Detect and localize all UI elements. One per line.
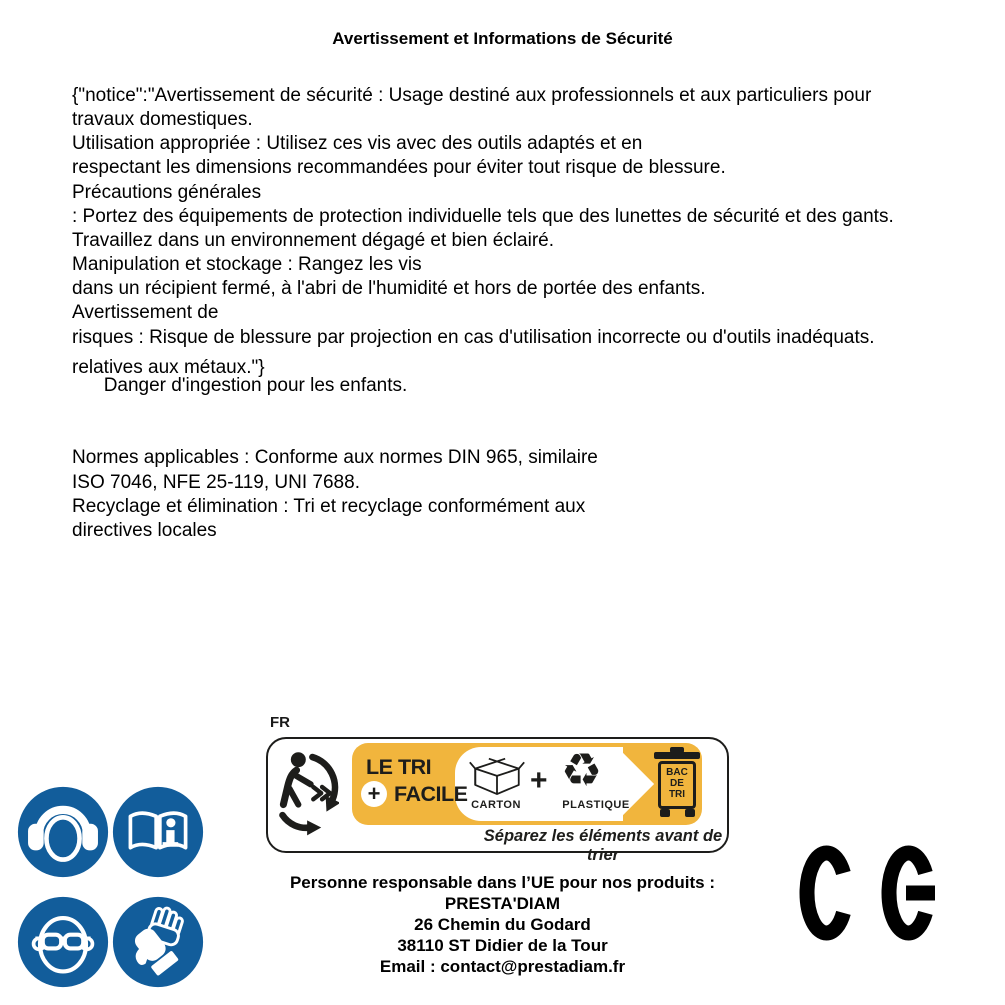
- body-line: Avertissement de: [72, 302, 219, 324]
- sorting-bin-handle-icon: [670, 747, 684, 753]
- responsible-line: Email : contact@prestadiam.fr: [379, 957, 626, 976]
- plus-circle-icon: +: [361, 781, 387, 807]
- material-label-carton: CARTON: [471, 799, 521, 811]
- plastic-recycling-icon: ♻: [561, 743, 603, 797]
- body-line: Recyclage et élimination : Tri et recyclage conformément aux: [72, 495, 586, 517]
- label-headline-line2: FACILE: [394, 782, 468, 806]
- bin-text-line: DE: [670, 778, 684, 789]
- plus-sign: +: [530, 764, 548, 797]
- country-code-label: FR: [270, 714, 290, 731]
- body-line: directives locales: [72, 519, 217, 541]
- responsible-line: 38110 ST Didier de la Tour: [397, 936, 608, 955]
- body-line: Travaillez dans un environnement dégagé et bien éclairé.: [72, 229, 554, 251]
- overlapping-text-fragment: relatives aux métaux."}: [72, 356, 265, 378]
- sorting-bin-lid-icon: [654, 752, 700, 759]
- responsible-line: PRESTA'DIAM: [444, 894, 561, 913]
- body-line: ISO 7046, NFE 25-119, UNI 7688.: [72, 471, 360, 493]
- body-line: respectant les dimensions recommandées pour éviter tout risque de blessure.: [72, 157, 726, 179]
- body-line: Manipulation et stockage : Rangez les vis: [72, 254, 422, 276]
- body-line: : Portez des équipements de protection individuelle tels que des lunettes de sécurité et des gants.: [72, 205, 894, 227]
- body-line: Normes applicables : Conforme aux normes DIN 965, similaire: [72, 447, 598, 469]
- ce-letter-e: [881, 844, 937, 942]
- material-label-plastique: PLASTIQUE: [562, 799, 630, 811]
- carton-box-icon: [468, 754, 526, 796]
- body-line: dans un récipient fermé, à l'abri de l'humidité et hors de portée des enfants.: [72, 278, 706, 300]
- ce-letter-c: [799, 844, 855, 942]
- label-headline-line1: LE TRI: [366, 755, 432, 779]
- body-line: Utilisation appropriée : Utilisez ces vis avec des outils adaptés et en: [72, 133, 643, 155]
- label-tagline: Séparez les éléments avant de trier: [483, 827, 723, 864]
- bin-wheel-icon: [660, 809, 670, 817]
- sorting-bin-icon: [658, 761, 696, 809]
- wear-ear-protection-icon: [17, 786, 109, 878]
- bin-wheel-icon: [685, 809, 695, 817]
- page-title: Avertissement et Informations de Sécurité: [332, 29, 673, 48]
- body-line: {"notice":"Avertissement de sécurité : Usage destiné aux professionnels et aux particuliers pour: [72, 85, 872, 106]
- body-line: Danger d'ingestion pour les enfants.: [103, 374, 408, 396]
- ce-mark: [799, 844, 939, 942]
- responsible-line: Personne responsable dans l’UE pour nos produits :: [289, 873, 716, 892]
- responsible-line: 26 Chemin du Godard: [414, 915, 591, 934]
- triman-recycling-icon: [277, 750, 339, 838]
- body-line: risques : Risque de blessure par projection en cas d'utilisation incorrecte ou d'outils inadéquats.: [72, 326, 875, 348]
- safety-notice-text: [72, 84, 997, 543]
- bin-text-line: BAC: [666, 767, 688, 778]
- body-line: travaux domestiques.: [72, 109, 253, 131]
- read-manual-icon: [112, 786, 204, 878]
- body-line: Précautions générales: [72, 181, 262, 203]
- body-line-overlapped: [72, 350, 997, 447]
- bin-text-line: TRI: [668, 789, 686, 800]
